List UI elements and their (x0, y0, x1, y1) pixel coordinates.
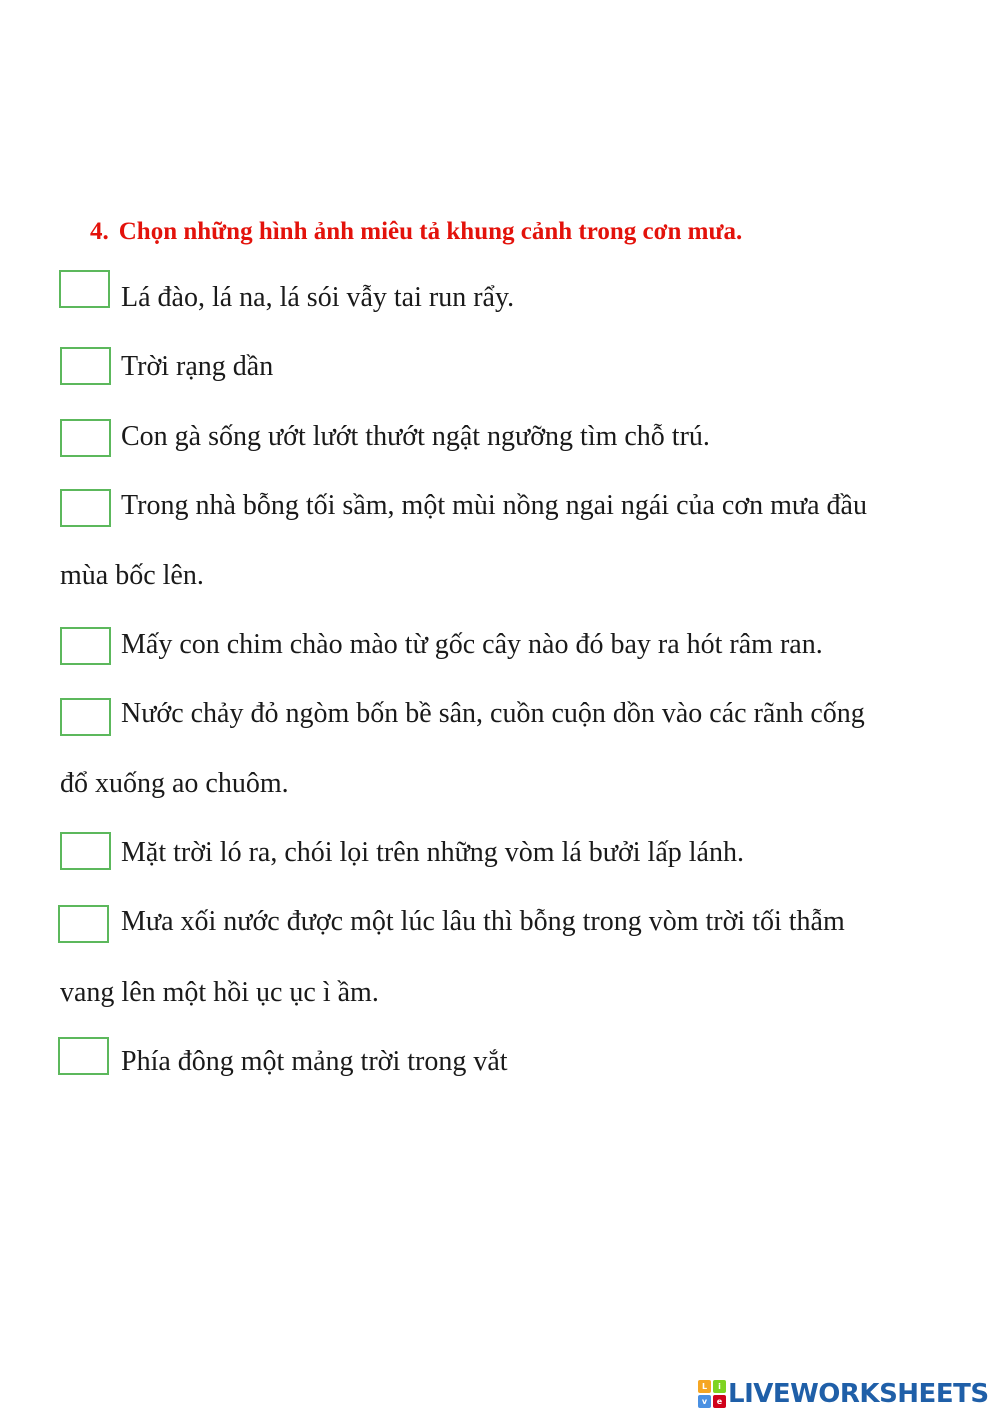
answer-checkbox-1[interactable] (59, 270, 110, 308)
question-text: Chọn những hình ảnh miêu tả khung cảnh trong cơn mưa. (118, 218, 743, 245)
answer-checkbox-9[interactable] (58, 1037, 109, 1075)
option-2-text: Trời rạng dần (121, 351, 274, 382)
option-3-text: Con gà sống ướt lướt thướt ngật ngưỡng tìm chỗ trú. (121, 421, 710, 452)
answer-checkbox-3[interactable] (60, 419, 111, 457)
option-9-text: Phía đông một mảng trời trong vắt (121, 1046, 508, 1077)
liveworksheets-logo (698, 1377, 989, 1411)
answer-checkbox-6[interactable] (60, 698, 111, 736)
logo-letter-i: i (713, 1380, 726, 1393)
option-8-text: Mưa xối nước được một lúc lâu thì bỗng trong vòm trời tối thẫm (121, 906, 845, 937)
option-8-text-continued: vang lên một hồi ục ục ì ầm. (60, 977, 379, 1008)
option-1-text: Lá đào, lá na, lá sói vẫy tai run rẩy. (121, 282, 515, 313)
question-heading (90, 218, 742, 246)
question-number: 4. (90, 218, 109, 245)
answer-checkbox-5[interactable] (60, 627, 111, 665)
liveworksheets-wordmark: LIVEWORKSHEETS (728, 1379, 989, 1409)
answer-checkbox-8[interactable] (58, 905, 109, 943)
logo-letter-l: L (698, 1380, 711, 1393)
option-5-text: Mấy con chim chào mào từ gốc cây nào đó bay ra hót râm ran. (121, 629, 823, 660)
option-6-text: Nước chảy đỏ ngòm bốn bề sân, cuồn cuộn dồn vào các rãnh cống (121, 698, 865, 729)
liveworksheets-logo-icon (698, 1380, 726, 1408)
logo-letter-e: e (713, 1395, 726, 1408)
answer-checkbox-2[interactable] (60, 347, 111, 385)
option-6-text-continued: đổ xuống ao chuôm. (60, 768, 289, 799)
answer-checkbox-4[interactable] (60, 489, 111, 527)
option-4-text: Trong nhà bỗng tối sầm, một mùi nồng ngai ngái của cơn mưa đầu (121, 490, 867, 521)
answer-checkbox-7[interactable] (60, 832, 111, 870)
option-4-text-continued: mùa bốc lên. (60, 560, 204, 591)
option-7-text: Mặt trời ló ra, chói lọi trên những vòm lá bưởi lấp lánh. (121, 837, 744, 868)
logo-letter-v: v (698, 1395, 711, 1408)
